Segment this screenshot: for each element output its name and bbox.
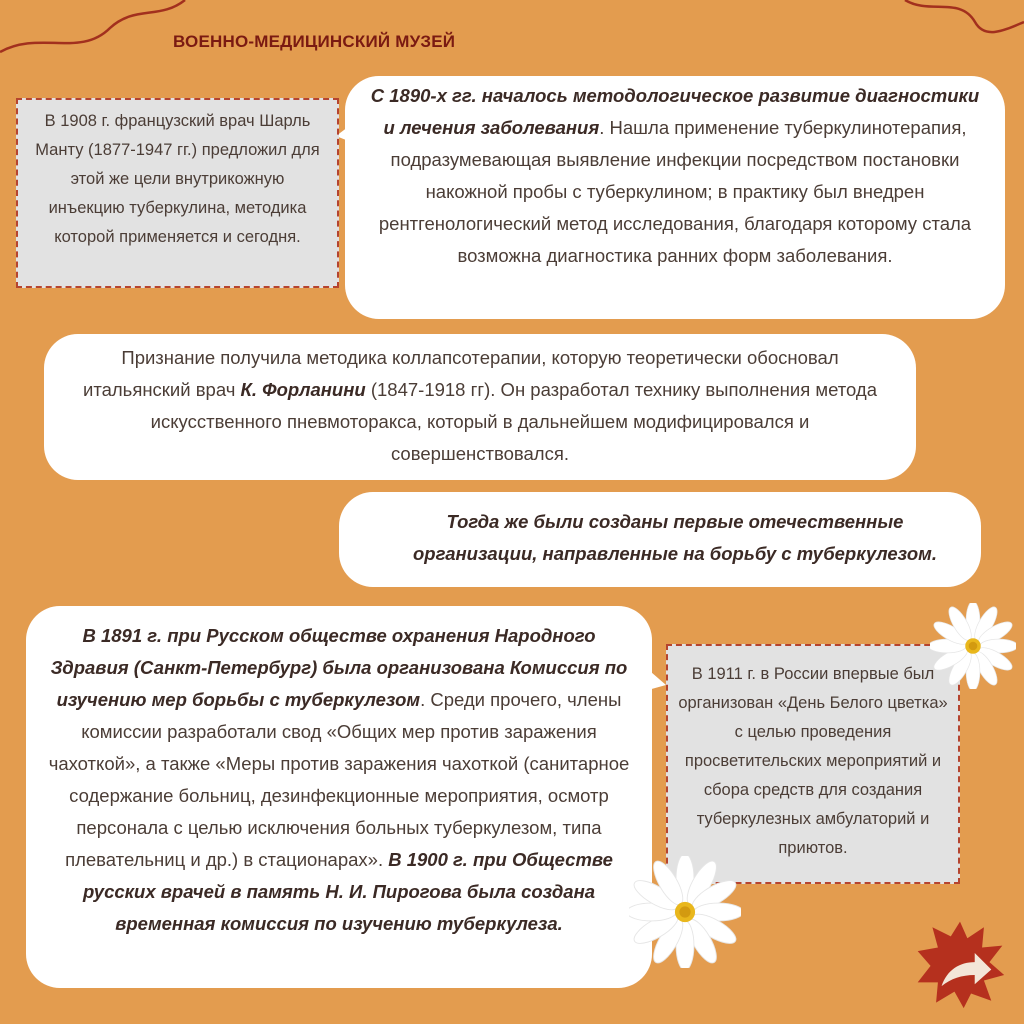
bubble-forlanini (44, 334, 916, 480)
note-mantoux-text: В 1908 г. французский врач Шарль Манту (1877-1947 гг.) предложил для этой же цели внутрикожную инъекцию туберкулина, методика которой применяется и сегодня. (35, 112, 320, 246)
bubble-1891-lead: В 1891 г. при Русском обществе охранения Народного Здравия (Санкт-Петербург) была организована Комиссия по изучению мер борьбы с туберкулезом (50, 625, 628, 710)
bubble-forlanini-text-b: (1847-1918 гг). Он разработал технику выполнения метода искусственного пневмоторакса, который в дальнейшем модифицировался и совершенствовался. (150, 379, 877, 464)
note-white-flower (666, 644, 960, 884)
daisy-icon (629, 856, 741, 968)
bubble-forlanini-text-a: Признание получила методика коллапсотерапии, которую теоретически обосновал итальянский врач (83, 347, 839, 400)
bubble-organizations (339, 492, 981, 587)
bubble-1890-body: . Нашла применение туберкулинотерапия, подразумевающая выявление инфекции посредством постановки накожной пробы с туберкулином; в практику был внедрен рентгенологический метод исследования, благодаря которому стала возможна диагностика ранних форм заболевания. (378, 117, 972, 266)
next-arrow-icon[interactable] (914, 918, 1006, 1010)
bubble-1891-body: . Среди прочего, члены комиссии разработали свод «Общих мер против заражения чахоткой», а также «Меры против заражения чахоткой (санитарное содержание больниц, дезинфекционные мероприятия, осмотр персонала с целью исключения больных туберкулезом, типа плевательниц и др.) в стационарах». (48, 689, 630, 870)
daisy-icon (930, 603, 1016, 689)
bubble-1890 (345, 76, 1005, 319)
note-mantoux (16, 98, 339, 288)
note-white-flower-text: В 1911 г. в России впервые был организован «День Белого цветка» с целью проведения просветительских мероприятий и сбора средств для создания туберкулезных амбулаторий и приютов. (678, 665, 948, 857)
museum-title: ВОЕННО-МЕДИЦИНСКИЙ МУЗЕЙ (173, 32, 456, 51)
bubble-organizations-text: Тогда же были созданы первые отечественные организации, направленные на борьбу с туберкулезом. (412, 511, 938, 564)
bubble-1891-tail: В 1900 г. при Обществе русских врачей в память Н. И. Пирогова была создана временная комиссия по изучению туберкулеза. (82, 849, 613, 934)
bubble-1891 (26, 606, 652, 988)
bubble-1890-lead: С 1890-х гг. началось методологическое развитие диагностики и лечения заболевания (370, 85, 980, 138)
forlanini-name: К. Форланини (240, 379, 366, 400)
